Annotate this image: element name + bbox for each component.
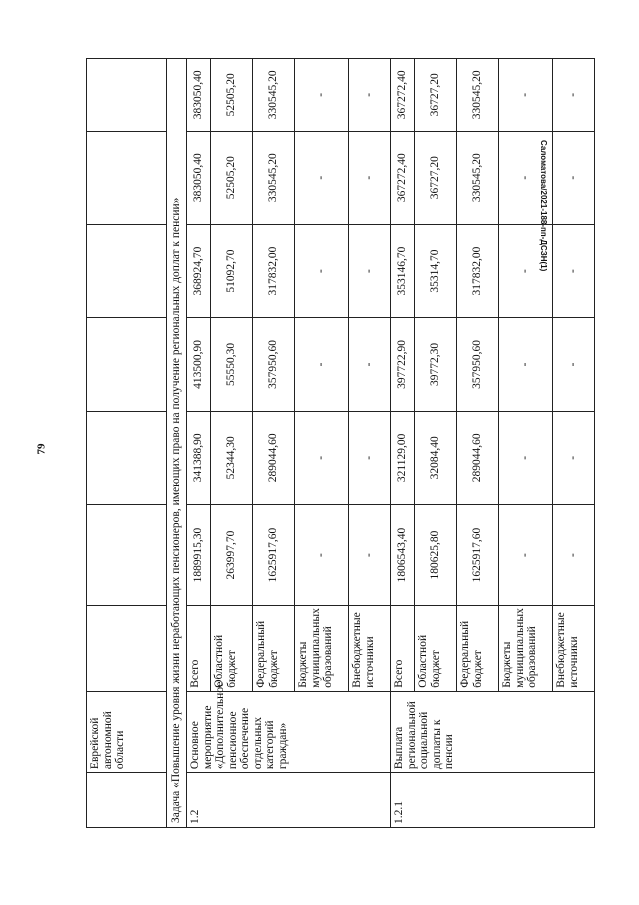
value-cell: 330545,20 [253,59,295,132]
value-cell: 1625917,60 [457,505,499,606]
value-cell: - [349,318,391,411]
value-cell: - [295,224,349,317]
page-number: 79 [35,443,48,455]
value-cell: - [349,224,391,317]
value-cell: 36727,20 [415,59,457,132]
value-cell: - [499,505,553,606]
value-cell: 51092,70 [211,224,253,317]
value-cell: 180625,80 [415,505,457,606]
header-empty-cell [87,505,167,606]
value-cell: 39772,30 [415,318,457,411]
value-cell: - [295,59,349,132]
table-row [187,59,211,828]
funding-source-cell: Областной бюджет [415,606,457,692]
value-cell: 317832,00 [457,224,499,317]
funding-source-cell: Внебюджетные источники [349,606,391,692]
value-cell: - [349,505,391,606]
table-body [87,59,595,828]
funding-source-cell: Федеральный бюджет [457,606,499,692]
value-cell: 353146,70 [391,224,415,317]
header-empty-cell [87,224,167,317]
value-cell: - [295,505,349,606]
value-cell: 383050,40 [187,131,211,224]
header-empty-cell [87,606,167,692]
funding-source-cell: Всего [187,606,211,692]
value-cell: 1889915,30 [187,505,211,606]
value-cell: 52344,30 [211,411,253,504]
value-cell: 321129,00 [391,411,415,504]
funding-source-cell: Бюджеты муниципальных образований [499,606,553,692]
value-cell: - [499,411,553,504]
value-cell: 55550,30 [211,318,253,411]
budget-table [86,58,595,828]
task-cell: Задача «Повышение уровня жизни неработающих пенсионеров, имеющих право на получение региональных доплат к пенсии» [167,59,187,828]
funding-source-cell: Всего [391,606,415,692]
value-cell: - [295,411,349,504]
value-cell: 1806543,40 [391,505,415,606]
task-row [167,59,187,828]
item-name-cell: Выплата региональной социальной доплаты к пенсии [391,691,595,772]
item-code-cell: 1.2.1 [391,773,595,828]
value-cell: - [553,318,595,411]
value-cell: 263997,70 [211,505,253,606]
value-cell: 383050,40 [187,59,211,132]
value-cell: 341388,90 [187,411,211,504]
header-empty-cell [87,131,167,224]
value-cell: 52505,20 [211,59,253,132]
value-cell: 357950,60 [457,318,499,411]
value-cell: 32084,40 [415,411,457,504]
value-cell: - [499,224,553,317]
value-cell: 289044,60 [457,411,499,504]
header-empty-cell [87,411,167,504]
value-cell: - [553,505,595,606]
value-cell: - [499,318,553,411]
value-cell: - [499,59,553,132]
value-cell: 368924,70 [187,224,211,317]
value-cell: 317832,00 [253,224,295,317]
document-code: Саломатова/2021-188-пп-ДСЗН(1) [539,140,548,272]
value-cell: 36727,20 [415,131,457,224]
value-cell: 367272,40 [391,131,415,224]
value-cell: 330545,20 [253,131,295,224]
funding-source-cell: Внебюджетные источники [553,606,595,692]
value-cell: 330545,20 [457,131,499,224]
value-cell: - [349,411,391,504]
funding-source-cell: Федеральный бюджет [253,606,295,692]
value-cell: 1625917,60 [253,505,295,606]
value-cell: 367272,40 [391,59,415,132]
item-code-cell: 1.2 [187,773,391,828]
value-cell: - [295,131,349,224]
value-cell: - [295,318,349,411]
value-cell: - [499,131,553,224]
header-name-cell: Еврейской автономной области [87,691,167,772]
value-cell: 35314,70 [415,224,457,317]
value-cell: 330545,20 [457,59,499,132]
value-cell: - [553,224,595,317]
value-cell: 397722,90 [391,318,415,411]
value-cell: - [349,131,391,224]
value-cell: 357950,60 [253,318,295,411]
value-cell: 413500,90 [187,318,211,411]
header-row [87,59,167,828]
item-name-cell: Основное мероприятие «Дополнительное пенсионное обеспечение отдельных категорий граждан» [187,691,391,772]
value-cell: - [553,59,595,132]
funding-source-cell: Областной бюджет [211,606,253,692]
value-cell: - [349,59,391,132]
value-cell: 289044,60 [253,411,295,504]
header-empty-cell [87,59,167,132]
value-cell: 52505,20 [211,131,253,224]
value-cell: - [553,131,595,224]
funding-source-cell: Бюджеты муниципальных образований [295,606,349,692]
value-cell: - [553,411,595,504]
header-empty-cell [87,318,167,411]
header-code-cell [87,773,167,828]
rotated-table-container [86,58,580,828]
table-row [391,59,415,828]
